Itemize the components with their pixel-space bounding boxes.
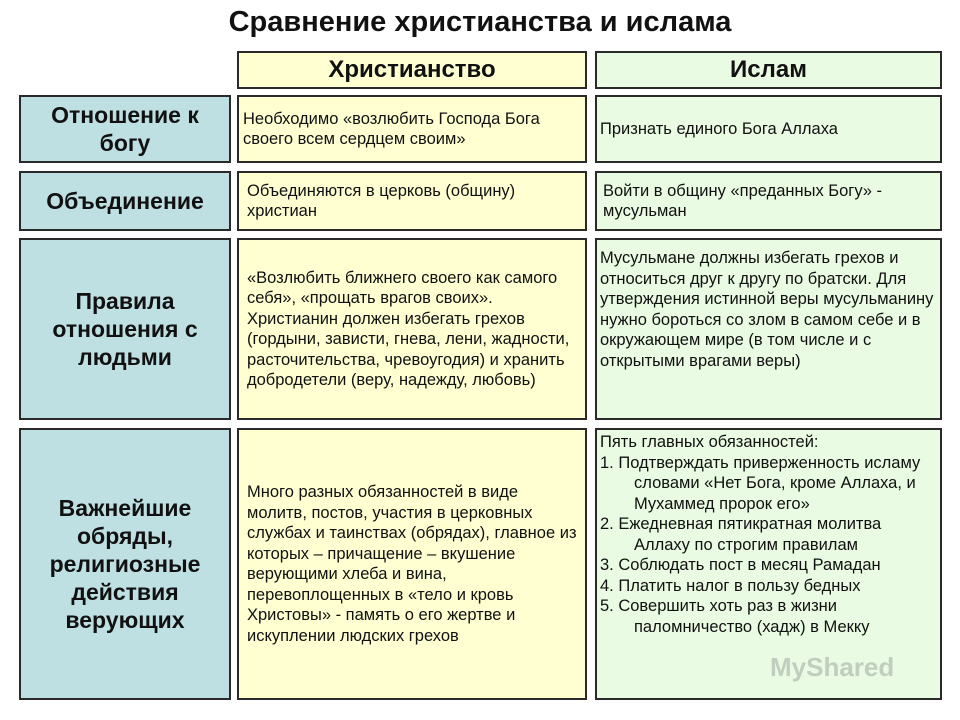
row-label-god: Отношение к богу bbox=[19, 95, 231, 163]
row-label-union: Объединение bbox=[19, 171, 231, 231]
cell-text: Объединяются в церковь (общину) христиан bbox=[247, 181, 516, 220]
cell-text: Много разных обязанностей в виде молитв, постов, участия в церковных службах и таинствах (обрядах), главное из которых – причащение – вкушение верующими хлеба и вина, перевоплощенных в «тело и кровь Христовы» - память о его жертве и искуплении людских грехов bbox=[247, 483, 577, 645]
cell-christianity-union bbox=[237, 171, 587, 231]
duty-item: 3. Соблюдать пост в месяц Рамадан bbox=[600, 556, 881, 574]
cell-islam-rules: Мусульмане должны избегать грехов и относиться друг к другу по братски. Для утверждения истинной веры мусульманину нужно бороться со злом в самом себе и в окружающем мире (в том числе и с открытыми врагами веры) bbox=[595, 238, 942, 420]
cell-islam-god: Признать единого Бога Аллаха bbox=[595, 95, 942, 163]
cell-text: «Возлюбить ближнего своего как самого себя», «прощать врагов своих». Христианин должен избегать грехов (гордыни, зависти, гнева, лени, жадности, расточительства, чревоугодия) и хранить добродетели (веру, надежду, любовь) bbox=[247, 268, 570, 389]
duty-item: 1. Подтверждать приверженность исламу словами «Нет Бога, кроме Аллаха, и Мухаммед пророк его» bbox=[600, 453, 921, 513]
cell-christianity-god: Необходимо «возлюбить Господа Бога своего всем сердцем своим» bbox=[237, 95, 587, 163]
duty-item: 4. Платить налог в пользу бедных bbox=[600, 576, 861, 595]
page-title: Сравнение христианства и ислама bbox=[228, 6, 732, 38]
column-header-christianity: Христианство bbox=[237, 51, 587, 89]
cell-christianity-rules bbox=[237, 238, 587, 420]
cell-islam-union bbox=[595, 171, 942, 231]
duties-intro: Пять главных обязанностей: bbox=[600, 433, 819, 451]
row-label-rites: Важнейшие обряды, религиозные действия верующих bbox=[19, 428, 231, 700]
row-label-rules: Правила отношения с людьми bbox=[19, 238, 231, 420]
cell-text: Войти в общину «преданных Богу» - мусульман bbox=[603, 181, 883, 220]
watermark: MyShared bbox=[770, 652, 895, 682]
duty-item: 5. Совершить хоть раз в жизни паломничество (хадж) в Мекку bbox=[600, 597, 870, 636]
duty-item: 2. Ежедневная пятикратная молитва Аллаху по строгим правилам bbox=[600, 515, 882, 554]
column-header-islam: Ислам bbox=[595, 51, 942, 89]
cell-christianity-rites bbox=[237, 428, 587, 700]
